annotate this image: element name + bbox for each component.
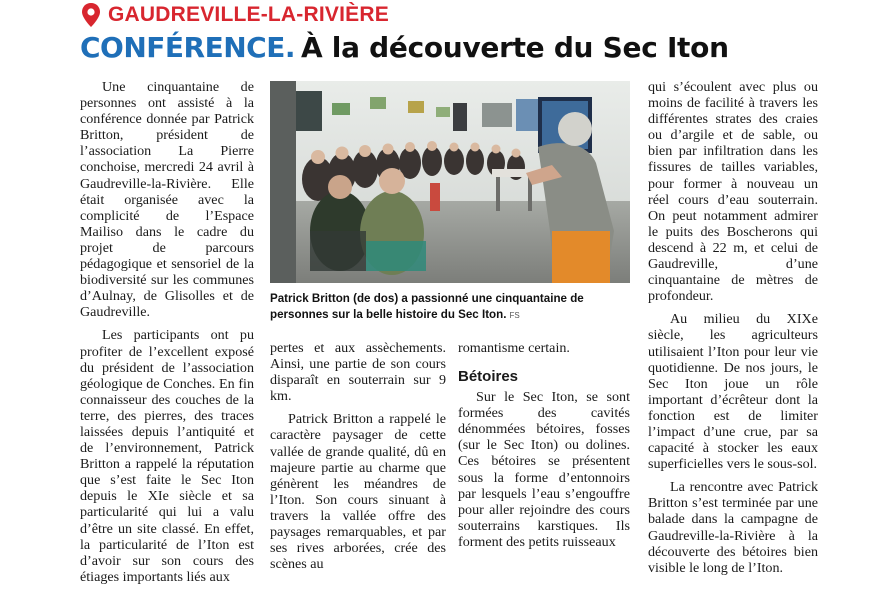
paragraph: Sur le Sec Iton, se sont formées des cavités dénommées bétoires, fosses (sur le Sec Iton) ou dolines. Ces bétoires se présentent sous la forme d’entonnoirs par lesquels l’eau s’engouffre pour aller rejoindre des cours souterrains karstiques. Ils forment des petits ruisseaux xyxy=(458,389,630,550)
headline-title: À la découverte du Sec Iton xyxy=(300,31,729,64)
conference-photo-image xyxy=(270,81,630,283)
section-subhead: Bétoires xyxy=(458,368,519,386)
paragraph: La rencontre avec Patrick Britton s’est terminée par une balade dans la campagne de Gaudreville-la-Rivière à la découverte des bétoires bien visible le long de l’Iton. xyxy=(648,479,818,576)
paragraph: Une cinquantaine de personnes ont assisté à la conférence donnée par Patrick Britton, président de l’association La Pierre conchoise, mercredi 24 avril à Gaudreville-la-Rivière. Elle était organisée avec la complicité de l’Espace Mailiso dans le cadre du projet de parcours pédagogique et sensoriel de la biodiversité sur les communes d’Aulnay, de Glisolles et de Gaudreville. xyxy=(80,79,254,321)
conference-photo xyxy=(270,81,630,283)
paragraph: romantisme certain. xyxy=(458,340,570,356)
paragraph: pertes et aux assèchements. Ainsi, une partie de son cours disparaît en souterrain sur 9 km. xyxy=(270,340,446,405)
paragraph: Au milieu du XIXe siècle, les agriculteurs utilisaient l’Iton pour leur vie quotidienne. De nos jours, le Sec Iton joue un rôle important d’écrêteur dont la fonction est de limiter l’impact d’une crue, par sa capacité à stocker les eaux superficielles vers le sous-sol. xyxy=(648,311,818,473)
article-column-2 xyxy=(270,340,446,579)
location-name: GAUDREVILLE-LA-RIVIÈRE xyxy=(108,3,389,26)
article-column-3 xyxy=(458,340,630,556)
headline xyxy=(80,30,729,66)
paragraph: Les participants ont pu profiter de l’excellent exposé du président de l’association géologique de Conches. En fin connaisseur des couches de la terre, des pierres, des traces laissées depuis l’antiquité et de l’environnement, Patrick Britton a rappelé la réputation que s’est faite le Sec Iton depuis le XIe siècle et sa particularité qui lui a valu d’être un site classé. En effet, la particularité de l’Iton est d’avoir sur son cours des étiages importants liés aux xyxy=(80,327,254,585)
paragraph: Patrick Britton a rappelé le caractère paysager de cette vallée de grande qualité, dû en majeure partie au charme que génèrent les méandres de l’Iton. Son cours sinuant à travers la vallée offre des paysages remarquables, et par ses rives arborées, crée des scènes au xyxy=(270,411,446,573)
photo-credit: FS xyxy=(509,310,520,320)
photo-caption-text: Patrick Britton (de dos) a passionné une cinquantaine de personnes sur la belle histoire du Sec Iton. xyxy=(270,292,584,321)
headline-kicker: CONFÉRENCE. xyxy=(80,31,295,64)
paragraph: qui s’écoulent avec plus ou moins de facilité à travers les différentes strates des craies ou d’argile et de sable, ou bien par infiltration dans les fissures de tailles variables, pour former à nouveau un réel cours d’eau souterrain. On peut notamment admirer le puits des Boscherons qui descend à 22 m, et celui de Gaudreville, d’une cinquantaine de mètres de profondeur. xyxy=(648,79,818,305)
article-column-4 xyxy=(648,79,818,583)
article-column-1 xyxy=(80,79,254,592)
photo-caption xyxy=(270,291,630,323)
location-pin-icon xyxy=(80,2,102,28)
location-header xyxy=(80,2,389,28)
